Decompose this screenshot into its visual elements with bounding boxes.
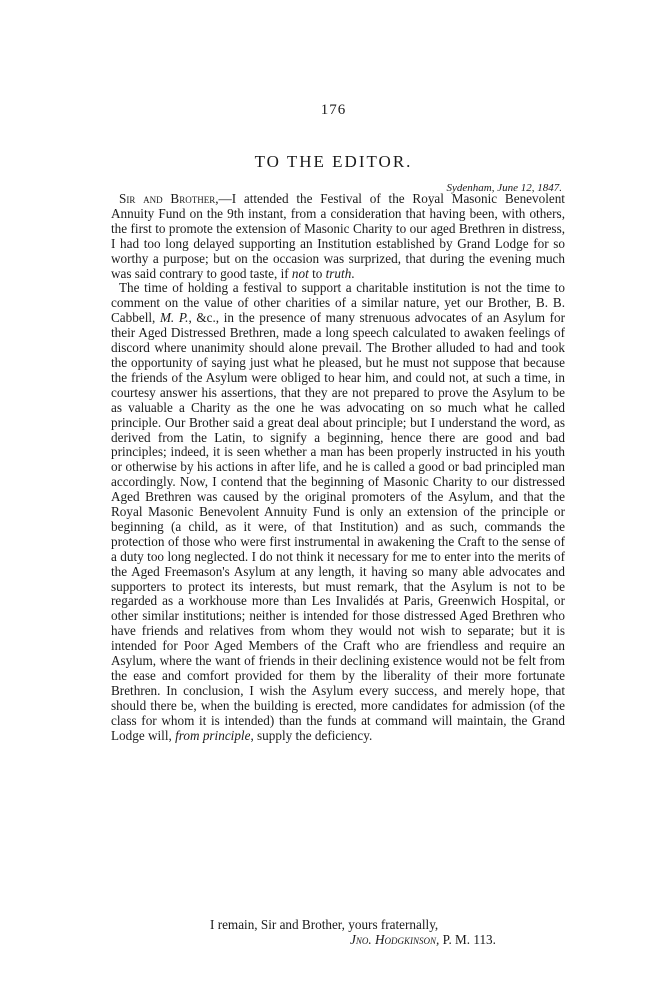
page-number: 176 — [320, 102, 347, 118]
p1-text-3: . — [351, 265, 355, 281]
paragraph-2 — [111, 281, 565, 743]
p1-emphasis-2: truth — [325, 265, 352, 281]
p2-text-3: , supply the deficiency. — [250, 727, 373, 743]
p2-text-1: The time of holding a festival to support a charitable institution is not the time to comment on the value of other charities of a similar nature, yet our Brother, B. B. Cabbell, — [111, 280, 565, 326]
letter-body — [111, 192, 565, 744]
dateline: Sydenham, June 12, 1847. — [446, 182, 562, 194]
signature-title: P. M. 113. — [442, 932, 496, 947]
p1-emphasis-1: not — [291, 265, 309, 281]
salutation: Sir and Brother, — [119, 191, 219, 206]
p1-text-1: —I attended the Festival of the Royal Masonic Benevolent Annuity Fund on the 9th instant, from a consideration that having been, with others, the first to promote the extension of Masonic Charity to our aged Brethren in distress, I had too long delayed supporting an Institution established by Grand Lodge for so worthy a purpose; but on the occasion was surprized, that during the evening much was said contrary to good taste, if — [111, 191, 565, 281]
signature-name: Jno. Hodgkinson, — [350, 932, 440, 947]
p2-emphasis-2: from principle — [175, 727, 251, 743]
page-heading: TO THE EDITOR. — [254, 152, 413, 171]
p1-text-2: to — [308, 265, 326, 281]
paragraph-1 — [111, 192, 565, 281]
closing-line: I remain, Sir and Brother, yours fraternally, — [210, 917, 439, 932]
p2-emphasis-1: M. P. — [159, 310, 189, 326]
p2-text-2: , &c., in the presence of many strenuous advocates of an Asylum for their Aged Distressed Brethren, made a long speech calculated to awaken feelings of discord where unanimity should alone prevail. The Brother alluded to had and took the opportunity of saying just what he pleased, but he must not suppose that because the friends of the Asylum were obliged to hear him, and could not, at such a time, in courtesy answer his assertions, that they are not prepared to prove the Asylum to be as valuable a Charity as the one he was advocating on so much what he called principle. Our Brother said a great deal about principle; but I understand the word, as derived from the Latin, to signify a beginning, hence there are good and bad principles; indeed, it is seen whether a man has been properly instructed in his youth or otherwise by his actions in after life, and he is called a good or bad principled man accordingly. Now, I contend that the beginning of Masonic Charity to our distressed Aged Brethren was caused by the original promoters of the Asylum, and that the Royal Masonic Benevolent Annuity Fund is only an extension of the principle or beginning (a child, as it were, of that Institution) and as such, commands the protection of those who were first instrumental in awakening the Craft to the sense of a duty too long neglected. I do not think it necessary for me to enter into the merits of the Aged Freemason's Asylum at any length, it having so many able advocates and supporters to protect its interests, but must remark, that the Asylum is not to be regarded as a workhouse more than Les Invalidés at Paris, Greenwich Hospital, or other similar institutions; neither is intended for those distressed Aged Brethren who have friends and relatives from whom they would not wish to separate; but it is intended for Poor Aged Members of the Craft who are friendless and require an Asylum, where the want of friends in their declining existence would not be felt from the ease and comfort provided for them by the liberality of their more fortunate Brethren. In conclusion, I wish the Asylum every success, and merely hope, that should there be, when the building is erected, more candidates for admission (of the class for whom it is intended) than the funds at command will maintain, the Grand Lodge will, — [111, 310, 565, 743]
signature — [350, 932, 496, 948]
